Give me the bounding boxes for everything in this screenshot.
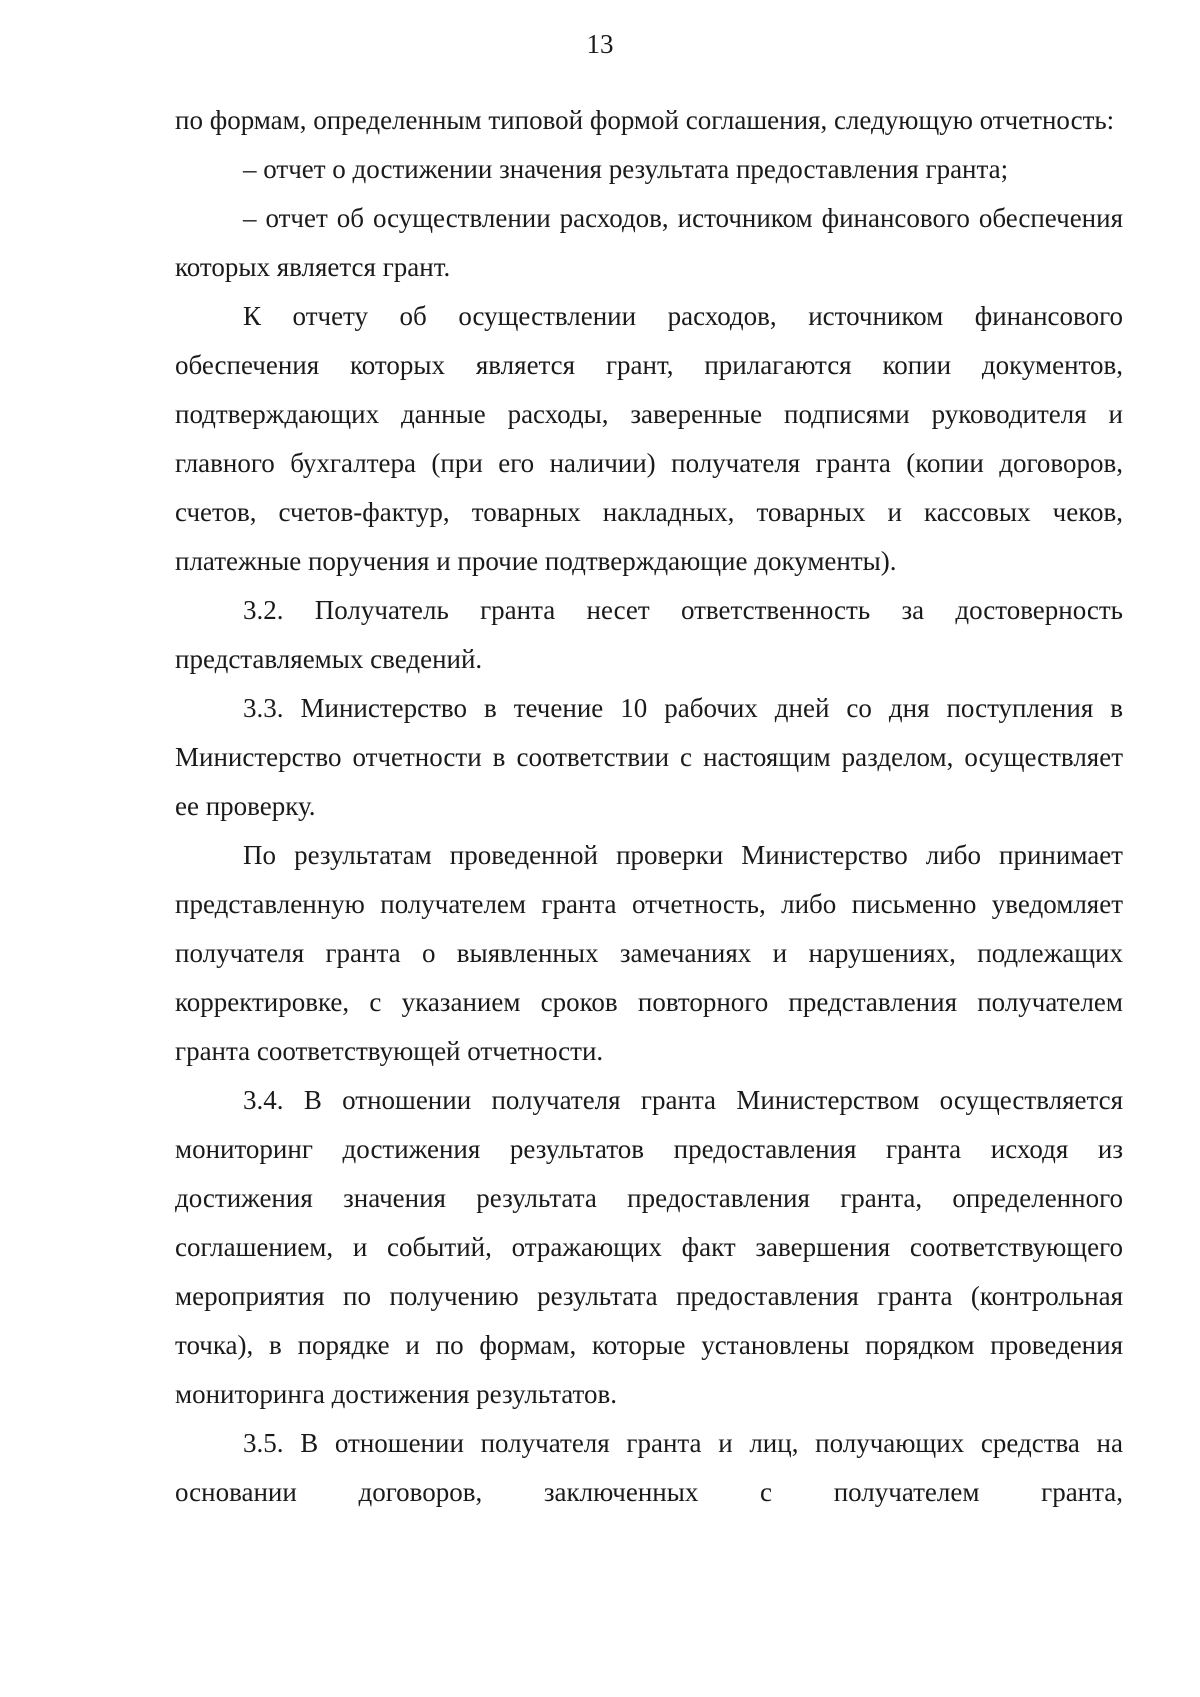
paragraph-review-results: По результатам проведенной проверки Министерство либо принимает представленную получателем гранта отчетность, либо письменно уведомляет получателя гранта о выявленных замечаниях и нарушениях, подлежащих корректировке, с указанием сроков повторного представления получателем гранта соответствующей отчетности. — [175, 840, 1123, 1066]
list-item-expense-report: – отчет об осуществлении расходов, источником финансового обеспечения которых является грант. — [175, 203, 1123, 282]
paragraph-reporting-forms: по формам, определенным типовой формой соглашения, следующую отчетность: — [175, 105, 1115, 135]
clause-3-3: 3.3. Министерство в течение 10 рабочих дней со дня поступления в Министерство отчетности в соответствии с настоящим разделом, осуществляет ее проверку. — [175, 693, 1123, 821]
paragraph-attachments: К отчету об осуществлении расходов, источником финансового обеспечения которых является грант, прилагаются копии документов, подтверждающих данные расходы, заверенные подписями руководителя и главного бухгалтера (при его наличии) получателя гранта (копии договоров, счетов, счетов-фактур, товарных накладных, товарных и кассовых чеков, платежные поручения и прочие подтверждающие документы). — [175, 301, 1123, 576]
document-body — [175, 96, 1123, 1517]
clause-3-5: 3.5. В отношении получателя гранта и лиц, получающих средства на основании договоров, заключенных с получателем гранта, — [175, 1428, 1123, 1507]
page-number: 13 — [586, 29, 614, 59]
clause-3-2: 3.2. Получатель гранта несет ответственность за достоверность представляемых сведений. — [175, 595, 1123, 674]
list-item-result-report: – отчет о достижении значения результата предоставления гранта; — [243, 154, 1009, 184]
clause-3-4: 3.4. В отношении получателя гранта Министерством осуществляется мониторинг достижения результатов предоставления гранта исходя из достижения значения результата предоставления гранта, определенного соглашением, и событий, отражающих факт завершения соответствующего мероприятия по получению результата предоставления гранта (контрольная точка), в порядке и по формам, которые установлены порядком проведения мониторинга достижения результатов. — [175, 1085, 1123, 1409]
